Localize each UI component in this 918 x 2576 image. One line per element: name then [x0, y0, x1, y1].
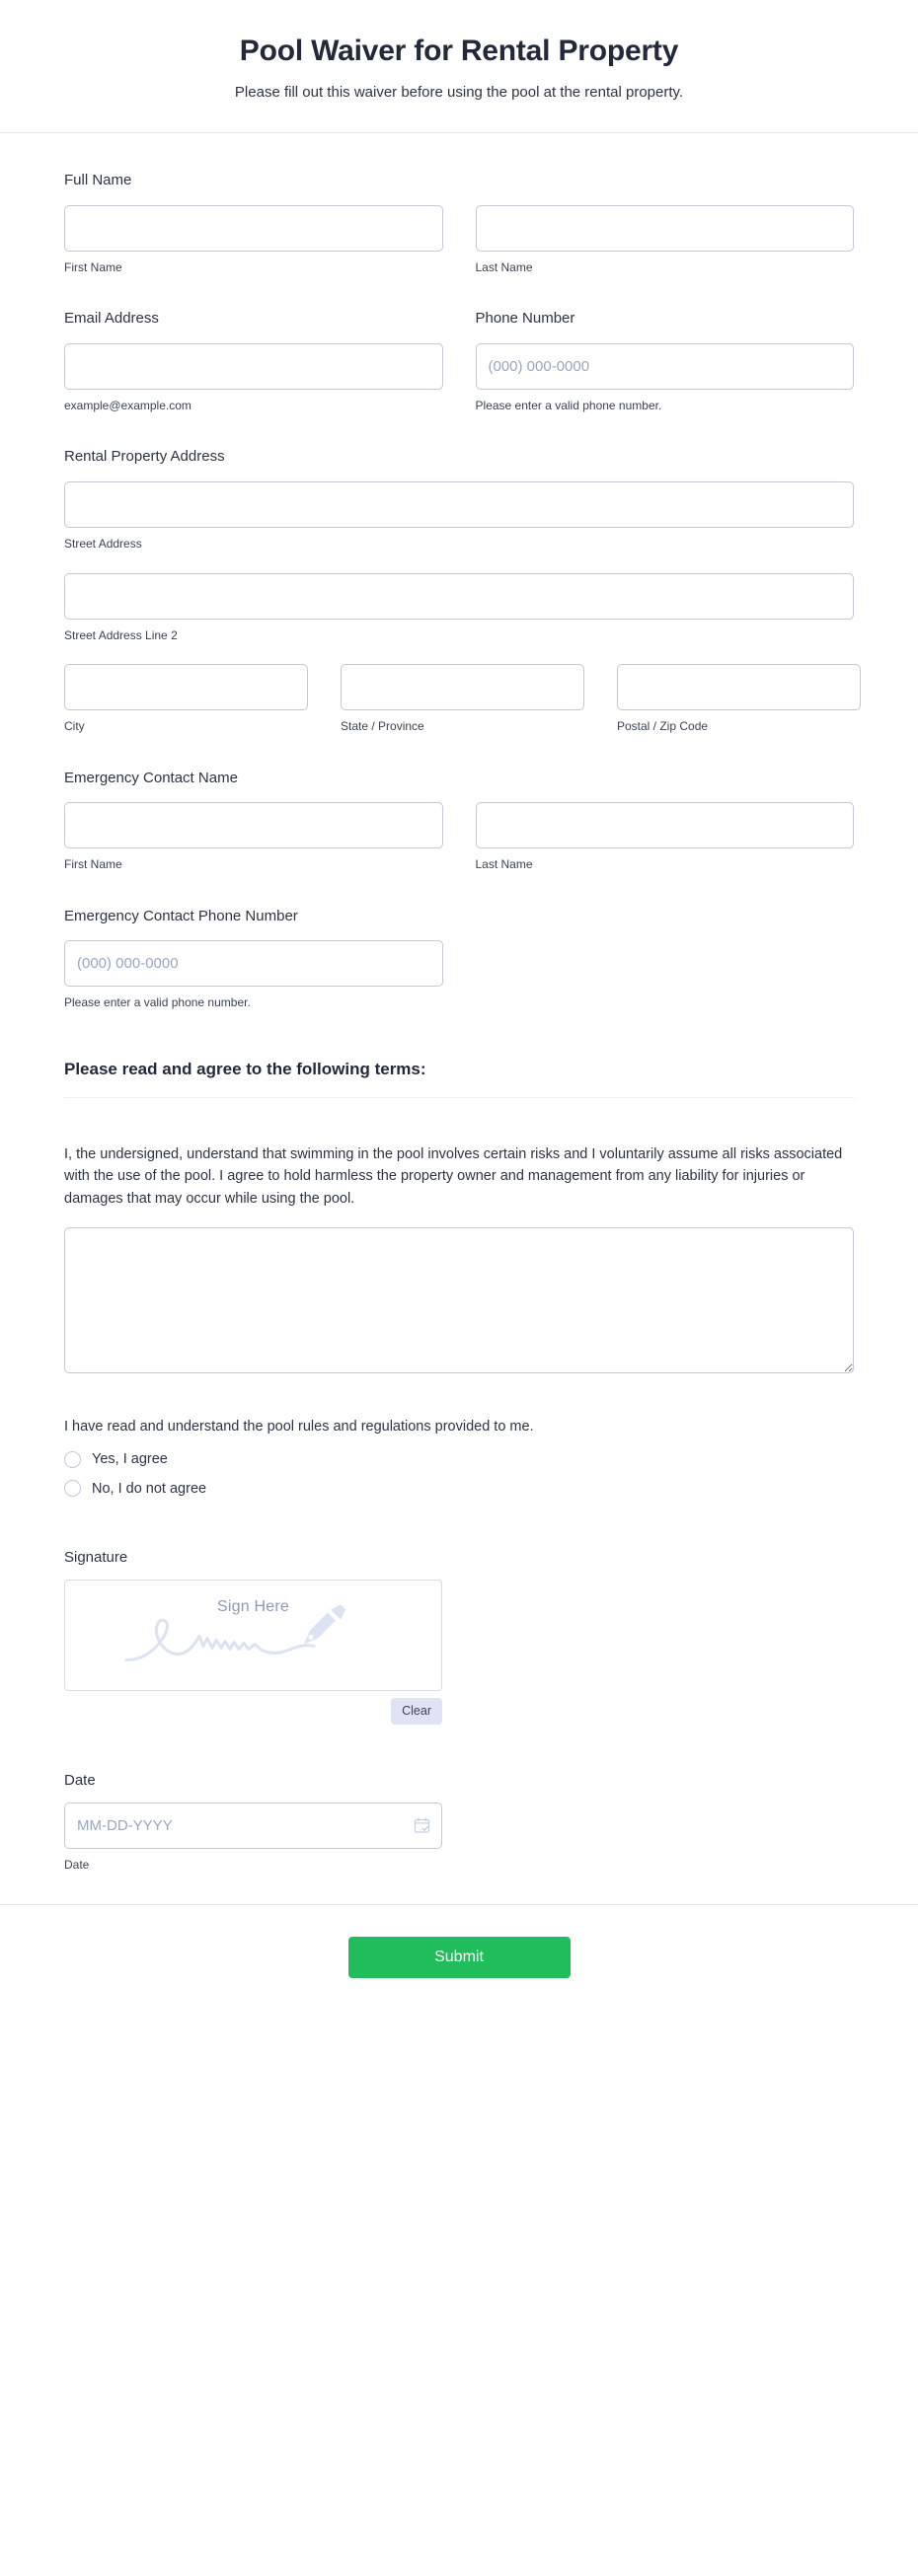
- state-col: [341, 664, 584, 735]
- date-input[interactable]: [64, 1803, 442, 1849]
- field-group-emergency-phone: [64, 907, 854, 1011]
- radio-option-yes[interactable]: [64, 1450, 854, 1469]
- street-address-block: [64, 481, 854, 552]
- phone-label: Phone Number: [475, 310, 575, 328]
- postal-col: [617, 664, 861, 735]
- address-label: Rental Property Address: [64, 448, 225, 466]
- terms-textarea[interactable]: [64, 1227, 854, 1373]
- page-subtitle: Please fill out this waiver before using the pool at the rental property.: [234, 84, 684, 101]
- emergency-phone-label: Emergency Contact Phone Number: [64, 907, 298, 924]
- emergency-phone-spacer: [476, 940, 855, 1011]
- terms-section: [64, 1059, 854, 1374]
- phone-input[interactable]: [476, 343, 855, 390]
- emergency-phone-col: [64, 940, 443, 1011]
- full-name-last-col: [476, 205, 855, 276]
- city-col: [64, 664, 308, 735]
- phone-sublabel: Please enter a valid phone number.: [475, 398, 662, 412]
- street-address-sublabel: Street Address: [64, 536, 142, 551]
- radio-option-yes-label: Yes, I agree: [92, 1450, 168, 1467]
- date-label: Date: [64, 1771, 96, 1789]
- terms-heading: Please read and agree to the following terms:: [64, 1059, 426, 1078]
- emergency-first-name-sublabel: First Name: [64, 857, 122, 872]
- emergency-first-col: [64, 802, 443, 873]
- emergency-first-name-input[interactable]: [64, 802, 443, 848]
- email-input[interactable]: [64, 343, 443, 390]
- clear-signature-button[interactable]: Clear: [391, 1698, 442, 1724]
- radio-option-no-label: No, I do not agree: [92, 1480, 207, 1497]
- page-title: Pool Waiver for Rental Property: [239, 35, 679, 67]
- last-name-sublabel: Last Name: [475, 259, 533, 274]
- emergency-name-row: [64, 802, 854, 873]
- emergency-last-name-sublabel: Last Name: [475, 857, 533, 872]
- postal-code-input[interactable]: [617, 664, 861, 710]
- terms-paragraph: I, the undersigned, understand that swimming in the pool involves certain risks and I voluntarily assume all risks associated with the use of the pool. I agree to hold harmless the property owner and management from any liability for injuries or damages that may occur while using the pool.: [64, 1146, 843, 1207]
- field-group-emergency-name: [64, 769, 854, 873]
- state-sublabel: State / Province: [341, 719, 424, 734]
- signature-section: [64, 1549, 854, 1724]
- date-sublabel: Date: [64, 1857, 90, 1872]
- city-input[interactable]: [64, 664, 308, 710]
- postal-code-sublabel: Postal / Zip Code: [617, 719, 709, 734]
- email-sublabel: example@example.com: [64, 398, 191, 412]
- email-phone-row: [64, 309, 854, 413]
- street-address-2-input[interactable]: [64, 573, 854, 620]
- emergency-last-col: [476, 802, 855, 873]
- emergency-phone-input[interactable]: [64, 940, 443, 987]
- radio-circle-icon[interactable]: [64, 1451, 81, 1468]
- date-input-wrap: [64, 1803, 442, 1849]
- terms-divider: [64, 1097, 854, 1098]
- full-name-label: Full Name: [64, 172, 132, 189]
- date-section: [64, 1772, 854, 1905]
- state-input[interactable]: [341, 664, 584, 710]
- first-name-input[interactable]: [64, 205, 443, 252]
- city-sublabel: City: [64, 719, 85, 734]
- form-header: [0, 0, 918, 132]
- radio-circle-icon[interactable]: [64, 1480, 81, 1497]
- street-address-input[interactable]: [64, 481, 854, 528]
- emergency-phone-sublabel: Please enter a valid phone number.: [64, 995, 251, 1010]
- rules-question: I have read and understand the pool rules and regulations provided to me.: [64, 1419, 534, 1435]
- form-footer: [0, 1905, 918, 2025]
- field-group-email-phone: [64, 309, 854, 413]
- street-address-2-sublabel: Street Address Line 2: [64, 627, 178, 642]
- email-col: [64, 309, 443, 413]
- rules-agreement-section: [64, 1417, 854, 1498]
- last-name-input[interactable]: [476, 205, 855, 252]
- street-address-2-block: [64, 573, 854, 644]
- email-label: Email Address: [64, 310, 159, 328]
- field-group-address: [64, 447, 854, 734]
- first-name-sublabel: First Name: [64, 259, 122, 274]
- signature-clear-row: [64, 1698, 442, 1724]
- signature-pad[interactable]: [64, 1580, 442, 1691]
- phone-col: [476, 309, 855, 413]
- sign-here-text: Sign Here: [217, 1598, 289, 1616]
- city-state-postal-row: [64, 664, 854, 735]
- emergency-name-label: Emergency Contact Name: [64, 769, 238, 786]
- full-name-row: [64, 205, 854, 276]
- full-name-first-col: [64, 205, 443, 276]
- form-body: [0, 133, 918, 1904]
- emergency-phone-row: [64, 940, 854, 1011]
- emergency-last-name-input[interactable]: [476, 802, 855, 848]
- signature-label: Signature: [64, 1549, 128, 1567]
- submit-button[interactable]: Submit: [348, 1937, 571, 1978]
- field-group-full-name: [64, 171, 854, 275]
- radio-option-no[interactable]: [64, 1480, 854, 1499]
